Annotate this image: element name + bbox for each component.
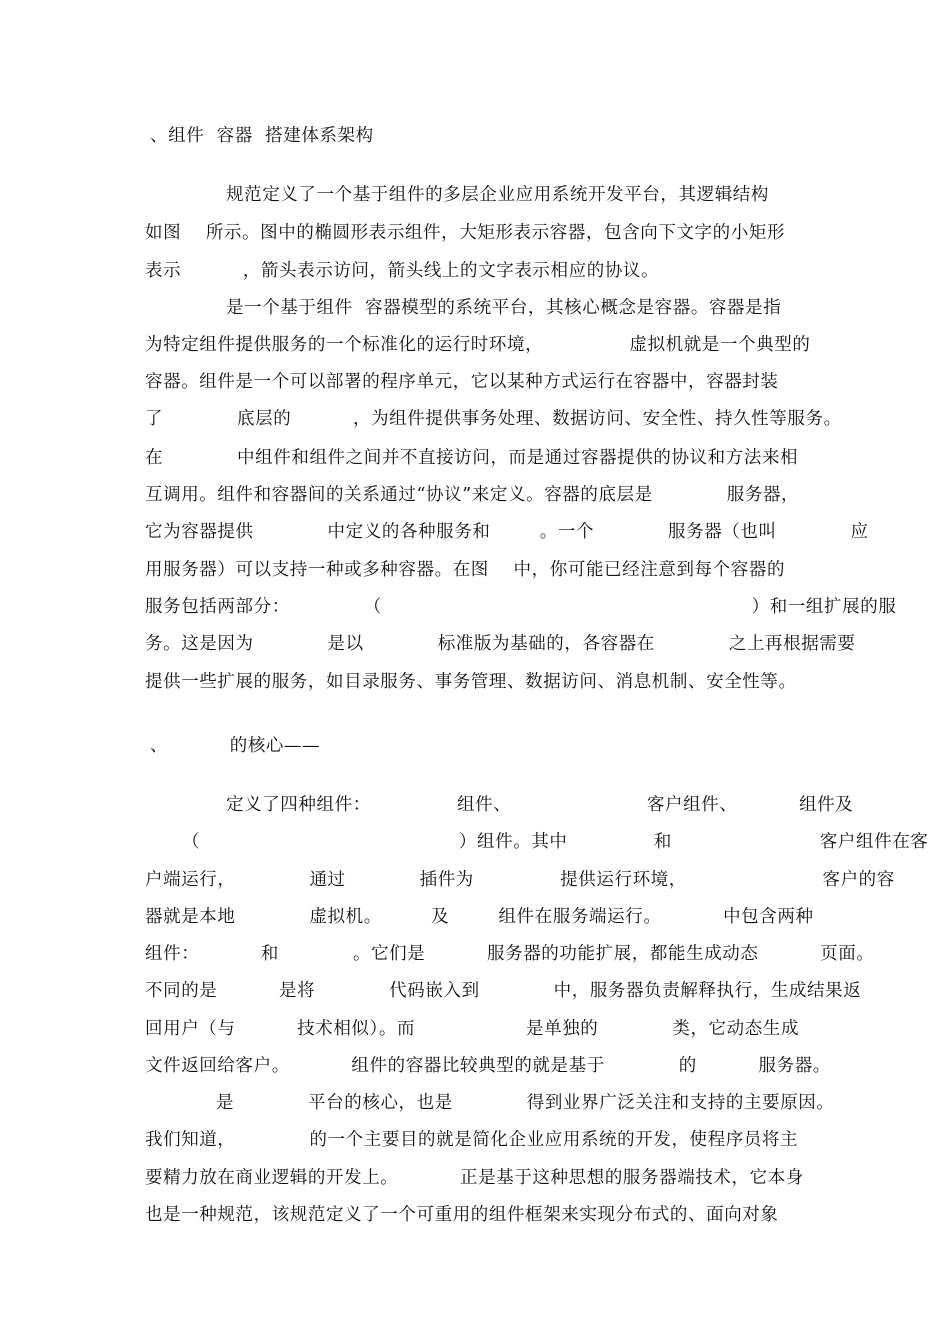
paragraph-line: 了 底层的 ，为组件提供事务处理、数据访问、安全性、持久性等服务。 [145, 409, 842, 429]
paragraph-line: 用服务器）可以支持一种或多种容器。在图 中，你可能已经注意到每个容器的 [145, 560, 786, 580]
paragraph-line: （ ）组件。其中 和 客户组件在客 [182, 832, 929, 852]
paragraph-line: 不同的是 是将 代码嵌入到 中，服务器负责解释执行，生成结果返 [145, 981, 862, 1001]
paragraph-line: 在 中组件和组件之间并不直接访问，而是通过容器提供的协议和方法来相 [145, 448, 799, 468]
paragraph-line: 规范定义了一个基于组件的多层企业应用系统开发平台，其逻辑结构 [226, 185, 769, 205]
paragraph-line: 表示 ，箭头表示访问，箭头线上的文字表示相应的协议。 [145, 261, 660, 281]
paragraph-line: 容器。组件是一个可以部署的程序单元，它以某种方式运行在容器中，容器封装 [145, 372, 779, 392]
paragraph-line: 也是一种规范，该规范定义了一个可重用的组件框架来实现分布式的、面向对象 [145, 1205, 779, 1225]
paragraph-line: 我们知道， 的一个主要目的就是简化企业应用系统的开发，使程序员将主 [145, 1130, 799, 1150]
section-1-heading: 、组件 容器 搭建体系架构 [150, 126, 374, 146]
paragraph-line: 定义了四种组件： 组件、 客户组件、 组件及 [226, 795, 854, 815]
paragraph-line: 为特定组件提供服务的一个标准化的运行时环境， 虚拟机就是一个典型的 [145, 335, 811, 355]
paragraph-line: 文件返回给客户。 组件的容器比较典型的就是基于 的 服务器。 [145, 1056, 831, 1076]
paragraph-line: 服务包括两部分： （ ）和一组扩展的服 [145, 597, 897, 617]
paragraph-line: 器就是本地 虚拟机。 及 组件在服务端运行。 中包含两种 [145, 907, 814, 927]
section-2-heading: 、 的核心—— [150, 736, 321, 756]
paragraph-line: 是一个基于组件 容器模型的系统平台，其核心概念是容器。容器是指 [226, 298, 782, 318]
paragraph-line: 互调用。组件和容器间的关系通过“协议”来定义。容器的底层是 服务器， [145, 485, 800, 505]
paragraph-line: 是 平台的核心，也是 得到业界广泛关注和支持的主要原因。 [216, 1093, 835, 1113]
paragraph-line: 回用户（与 技术相似）。而 是单独的 类，它动态生成 [145, 1019, 800, 1039]
paragraph-line: 如图 所示。图中的椭圆形表示组件，大矩形表示容器，包含向下文字的小矩形 [145, 223, 786, 243]
paragraph-line: 它为容器提供 中定义的各种服务和 。一个 服务器（也叫 应 [145, 522, 869, 542]
paragraph-line: 提供一些扩展的服务，如目录服务、事务管理、数据访问、消息机制、安全性等。 [145, 672, 797, 692]
paragraph-line: 户端运行， 通过 插件为 提供运行环境， 客户的容 [145, 870, 895, 890]
paragraph-line: 务。这是因为 是以 标准版为基础的，各容器在 之上再根据需要 [145, 634, 856, 654]
paragraph-line: 要精力放在商业逻辑的开发上。 正是基于这种思想的服务器端技术，它本身 [145, 1168, 804, 1188]
paragraph-line: 组件： 和 。它们是 服务器的功能扩展，都能生成动态 页面。 [145, 944, 875, 964]
